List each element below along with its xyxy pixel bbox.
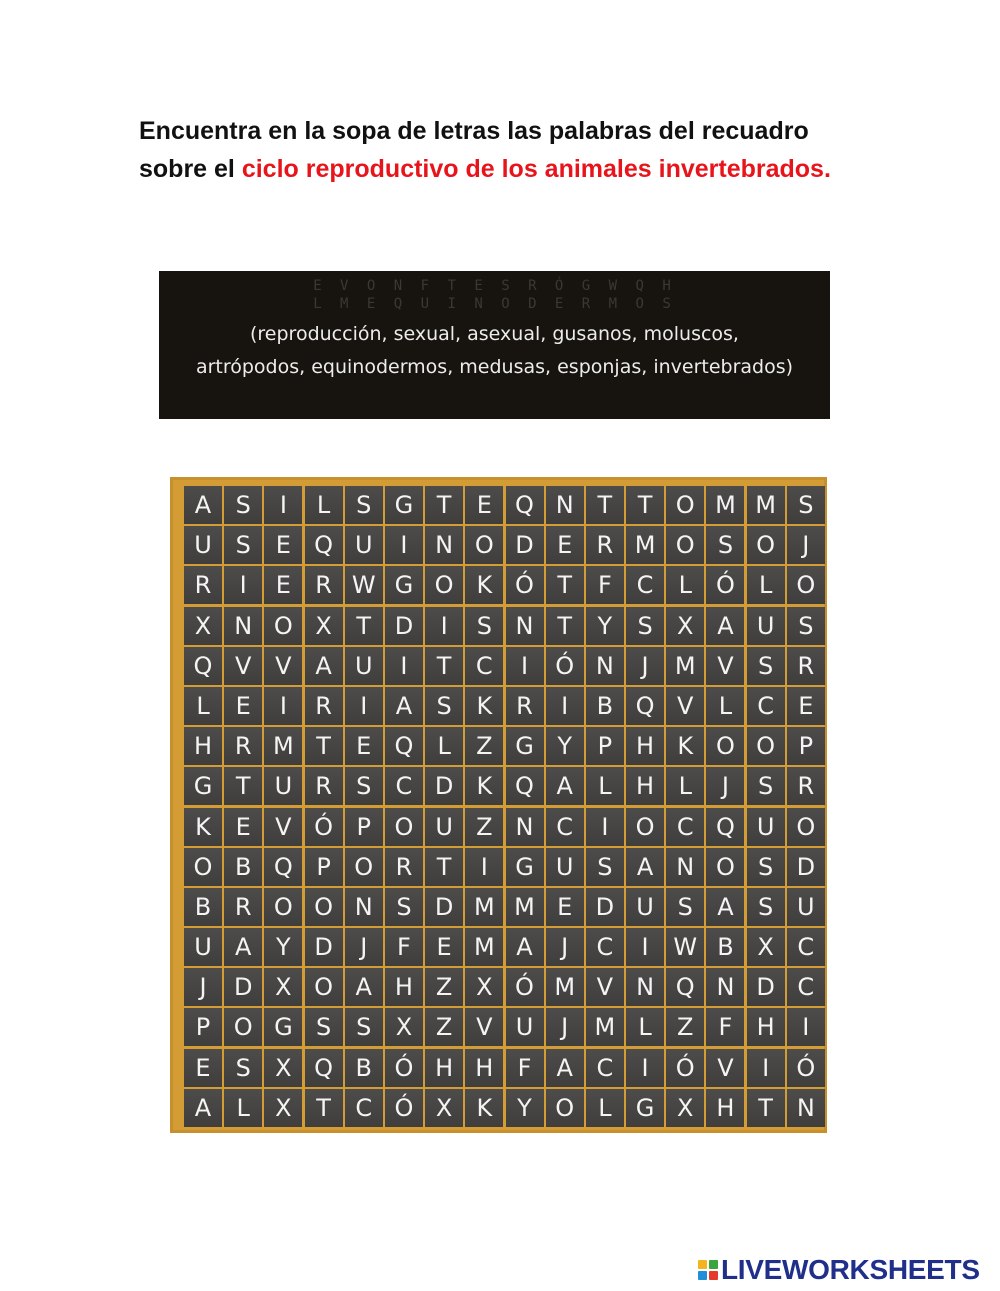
- grid-cell[interactable]: T: [586, 486, 624, 524]
- grid-cell[interactable]: R: [305, 566, 343, 604]
- grid-cell[interactable]: L: [747, 566, 785, 604]
- grid-cell[interactable]: C: [626, 566, 664, 604]
- grid-cell[interactable]: X: [465, 968, 503, 1006]
- grid-cell[interactable]: L: [666, 767, 704, 805]
- grid-cell[interactable]: L: [425, 727, 463, 765]
- grid-cell[interactable]: C: [345, 1089, 383, 1127]
- grid-cell[interactable]: F: [506, 1049, 544, 1087]
- grid-cell[interactable]: X: [385, 1008, 423, 1046]
- grid-cell[interactable]: M: [626, 526, 664, 564]
- grid-cell[interactable]: O: [546, 1089, 584, 1127]
- grid-cell[interactable]: M: [465, 928, 503, 966]
- grid-cell[interactable]: O: [305, 888, 343, 926]
- grid-cell[interactable]: X: [264, 1049, 302, 1087]
- grid-cell[interactable]: Q: [626, 687, 664, 725]
- grid-cell[interactable]: I: [626, 928, 664, 966]
- grid-cell[interactable]: S: [666, 888, 704, 926]
- grid-cell[interactable]: D: [425, 767, 463, 805]
- grid-cell[interactable]: A: [506, 928, 544, 966]
- grid-cell[interactable]: K: [465, 767, 503, 805]
- grid-cell[interactable]: C: [465, 647, 503, 685]
- grid-cell[interactable]: T: [425, 486, 463, 524]
- grid-cell[interactable]: H: [706, 1089, 744, 1127]
- grid-cell[interactable]: W: [345, 566, 383, 604]
- grid-cell[interactable]: M: [666, 647, 704, 685]
- grid-cell[interactable]: A: [345, 968, 383, 1006]
- grid-cell[interactable]: N: [787, 1089, 825, 1127]
- grid-cell[interactable]: U: [264, 767, 302, 805]
- grid-cell[interactable]: O: [385, 808, 423, 846]
- grid-cell[interactable]: Q: [706, 808, 744, 846]
- grid-cell[interactable]: Ó: [385, 1089, 423, 1127]
- grid-cell[interactable]: V: [706, 1049, 744, 1087]
- grid-cell[interactable]: T: [425, 647, 463, 685]
- grid-cell[interactable]: I: [465, 848, 503, 886]
- faded-row: L M E Q U I N O D E R M O S: [313, 296, 676, 312]
- grid-cell[interactable]: V: [264, 647, 302, 685]
- grid-cell[interactable]: K: [465, 687, 503, 725]
- grid-cell[interactable]: S: [345, 1008, 383, 1046]
- grid-cell[interactable]: C: [666, 808, 704, 846]
- grid-cell[interactable]: S: [224, 526, 262, 564]
- grid-cell[interactable]: S: [626, 607, 664, 645]
- grid-cell[interactable]: J: [546, 1008, 584, 1046]
- grid-cell[interactable]: I: [264, 486, 302, 524]
- grid-cell[interactable]: E: [546, 888, 584, 926]
- grid-cell[interactable]: K: [465, 1089, 503, 1127]
- grid-cell[interactable]: O: [706, 848, 744, 886]
- grid-cell[interactable]: R: [224, 727, 262, 765]
- grid-cell[interactable]: G: [184, 767, 222, 805]
- grid-cell[interactable]: L: [706, 687, 744, 725]
- instructions-highlight: ciclo reproductivo de los animales invertebrados.: [241, 155, 831, 183]
- grid-cell[interactable]: O: [224, 1008, 262, 1046]
- grid-cell[interactable]: Y: [586, 607, 624, 645]
- grid-cell[interactable]: H: [385, 968, 423, 1006]
- grid-cell[interactable]: Ó: [305, 808, 343, 846]
- grid-cell[interactable]: C: [586, 1049, 624, 1087]
- grid-cell[interactable]: U: [345, 647, 383, 685]
- grid-cell[interactable]: N: [546, 486, 584, 524]
- grid-cell[interactable]: I: [264, 687, 302, 725]
- grid-cell[interactable]: Ó: [385, 1049, 423, 1087]
- grid-cell[interactable]: A: [305, 647, 343, 685]
- grid-cell[interactable]: J: [626, 647, 664, 685]
- grid-cell[interactable]: G: [626, 1089, 664, 1127]
- grid-cell[interactable]: J: [546, 928, 584, 966]
- grid-cell[interactable]: R: [506, 687, 544, 725]
- grid-cell[interactable]: F: [586, 566, 624, 604]
- grid-cell[interactable]: C: [586, 928, 624, 966]
- grid-cell[interactable]: E: [425, 928, 463, 966]
- grid-cell[interactable]: G: [264, 1008, 302, 1046]
- grid-cell[interactable]: S: [425, 687, 463, 725]
- grid-cell[interactable]: R: [385, 848, 423, 886]
- grid-cell[interactable]: Y: [506, 1089, 544, 1127]
- grid-cell[interactable]: Ó: [666, 1049, 704, 1087]
- grid-cell[interactable]: O: [787, 808, 825, 846]
- grid-cell[interactable]: J: [706, 767, 744, 805]
- grid-cell[interactable]: U: [747, 808, 785, 846]
- word-search-grid[interactable]: [170, 477, 827, 1133]
- grid-cell[interactable]: O: [706, 727, 744, 765]
- grid-cell[interactable]: D: [787, 848, 825, 886]
- grid-cell[interactable]: L: [586, 767, 624, 805]
- grid-cell[interactable]: M: [706, 486, 744, 524]
- grid-cell[interactable]: I: [345, 687, 383, 725]
- grid-cell[interactable]: R: [305, 767, 343, 805]
- grid-cell[interactable]: C: [385, 767, 423, 805]
- grid-cell[interactable]: S: [787, 607, 825, 645]
- word-list-box: [159, 271, 830, 419]
- grid-cell[interactable]: X: [264, 968, 302, 1006]
- logo-mark-icon: [698, 1260, 718, 1280]
- grid-cell[interactable]: D: [385, 607, 423, 645]
- grid-cell[interactable]: C: [747, 687, 785, 725]
- logo-square: [709, 1260, 718, 1269]
- grid-cell[interactable]: S: [385, 888, 423, 926]
- grid-cell[interactable]: L: [586, 1089, 624, 1127]
- grid-cell[interactable]: H: [184, 727, 222, 765]
- grid-cell[interactable]: S: [305, 1008, 343, 1046]
- grid-cell[interactable]: E: [264, 566, 302, 604]
- grid-cell[interactable]: P: [305, 848, 343, 886]
- grid-cell[interactable]: J: [345, 928, 383, 966]
- grid-cell[interactable]: S: [345, 767, 383, 805]
- grid-cell[interactable]: K: [666, 727, 704, 765]
- grid-cell[interactable]: S: [706, 526, 744, 564]
- grid-cell[interactable]: Q: [506, 767, 544, 805]
- grid-cell[interactable]: E: [264, 526, 302, 564]
- grid-cell[interactable]: X: [666, 607, 704, 645]
- logo-text: LIVEWORKSHEETS: [721, 1254, 980, 1285]
- word-list-line: artrópodos, equinodermos, medusas, esponjas, invertebrados): [195, 356, 794, 378]
- grid-cell[interactable]: A: [706, 888, 744, 926]
- grid-cell[interactable]: Q: [506, 486, 544, 524]
- grid-cell[interactable]: A: [385, 687, 423, 725]
- grid-cell[interactable]: E: [345, 727, 383, 765]
- grid-cell[interactable]: X: [747, 928, 785, 966]
- grid-cell[interactable]: N: [224, 607, 262, 645]
- grid-cell[interactable]: P: [586, 727, 624, 765]
- grid-cell[interactable]: P: [184, 1008, 222, 1046]
- grid-cell[interactable]: Q: [184, 647, 222, 685]
- grid-cell[interactable]: O: [305, 968, 343, 1006]
- grid-cell[interactable]: M: [747, 486, 785, 524]
- grid-cell[interactable]: Q: [264, 848, 302, 886]
- grid-cell[interactable]: S: [224, 1049, 262, 1087]
- grid-cell[interactable]: S: [747, 647, 785, 685]
- grid-cell[interactable]: O: [264, 607, 302, 645]
- grid-cell[interactable]: G: [506, 727, 544, 765]
- grid-cell[interactable]: T: [345, 607, 383, 645]
- logo-square: [709, 1271, 718, 1280]
- grid-cell[interactable]: A: [184, 486, 222, 524]
- grid-cell[interactable]: P: [787, 727, 825, 765]
- grid-cell[interactable]: R: [305, 687, 343, 725]
- grid-cell[interactable]: B: [586, 687, 624, 725]
- grid-cell[interactable]: O: [425, 566, 463, 604]
- grid-cell[interactable]: G: [506, 848, 544, 886]
- grid-cell[interactable]: C: [546, 808, 584, 846]
- grid-cell[interactable]: I: [385, 526, 423, 564]
- grid-cell[interactable]: V: [264, 808, 302, 846]
- grid-cell[interactable]: Ó: [546, 647, 584, 685]
- grid-cell[interactable]: L: [626, 1008, 664, 1046]
- grid-cell[interactable]: F: [706, 1008, 744, 1046]
- grid-cell[interactable]: Q: [666, 968, 704, 1006]
- grid-cell[interactable]: X: [425, 1089, 463, 1127]
- grid-cell[interactable]: T: [305, 727, 343, 765]
- faded-letter-rows: [159, 277, 830, 313]
- grid-cell[interactable]: U: [184, 526, 222, 564]
- grid-cell[interactable]: S: [747, 888, 785, 926]
- grid-cell[interactable]: A: [706, 607, 744, 645]
- instructions-text: [139, 112, 839, 188]
- grid-cell[interactable]: Z: [465, 727, 503, 765]
- grid-cell[interactable]: H: [626, 767, 664, 805]
- logo-square: [698, 1271, 707, 1280]
- grid-cell[interactable]: U: [546, 848, 584, 886]
- grid-cell[interactable]: N: [345, 888, 383, 926]
- grid-cell[interactable]: A: [546, 767, 584, 805]
- grid-cell[interactable]: N: [425, 526, 463, 564]
- grid-cell[interactable]: X: [264, 1089, 302, 1127]
- grid-cell[interactable]: I: [626, 1049, 664, 1087]
- grid-cell[interactable]: I: [586, 808, 624, 846]
- grid-cell[interactable]: E: [465, 486, 503, 524]
- grid-cell[interactable]: O: [465, 526, 503, 564]
- grid-cell[interactable]: S: [465, 607, 503, 645]
- grid-cell[interactable]: E: [546, 526, 584, 564]
- grid-cell[interactable]: Ó: [706, 566, 744, 604]
- grid-cell[interactable]: E: [224, 808, 262, 846]
- grid-cell[interactable]: C: [787, 968, 825, 1006]
- grid-cell[interactable]: T: [626, 486, 664, 524]
- grid-cell[interactable]: F: [385, 928, 423, 966]
- grid-cell[interactable]: H: [465, 1049, 503, 1087]
- grid-cell[interactable]: V: [666, 687, 704, 725]
- grid-cell[interactable]: Z: [425, 968, 463, 1006]
- grid-cell[interactable]: N: [586, 647, 624, 685]
- grid-cell[interactable]: M: [546, 968, 584, 1006]
- grid-cell[interactable]: E: [224, 687, 262, 725]
- faded-row: E V O N F T E S R Ó G W Q H: [313, 278, 676, 294]
- word-list: [159, 318, 830, 384]
- grid-cell[interactable]: G: [385, 566, 423, 604]
- grid-cell[interactable]: O: [666, 486, 704, 524]
- grid-cell[interactable]: X: [305, 607, 343, 645]
- grid-cell[interactable]: O: [264, 888, 302, 926]
- grid-cell[interactable]: O: [184, 848, 222, 886]
- grid-cell[interactable]: N: [506, 607, 544, 645]
- grid-cell[interactable]: V: [224, 647, 262, 685]
- grid-cell[interactable]: I: [425, 607, 463, 645]
- grid-cell[interactable]: U: [345, 526, 383, 564]
- grid-cell[interactable]: I: [506, 647, 544, 685]
- grid-cell[interactable]: H: [425, 1049, 463, 1087]
- grid-cell[interactable]: A: [184, 1089, 222, 1127]
- grid-cell[interactable]: J: [184, 968, 222, 1006]
- grid-cell[interactable]: U: [184, 928, 222, 966]
- grid-cell[interactable]: L: [305, 486, 343, 524]
- grid-cell[interactable]: X: [184, 607, 222, 645]
- grid-cell[interactable]: Q: [305, 526, 343, 564]
- grid-cell[interactable]: S: [747, 767, 785, 805]
- grid-cell[interactable]: K: [184, 808, 222, 846]
- grid-cell[interactable]: O: [747, 526, 785, 564]
- grid-cell[interactable]: G: [385, 486, 423, 524]
- grid-cell[interactable]: U: [506, 1008, 544, 1046]
- grid-cell[interactable]: E: [787, 687, 825, 725]
- grid-cell[interactable]: I: [546, 687, 584, 725]
- grid-cell[interactable]: C: [787, 928, 825, 966]
- grid-cell[interactable]: D: [586, 888, 624, 926]
- grid-cell[interactable]: M: [586, 1008, 624, 1046]
- grid-cell[interactable]: I: [224, 566, 262, 604]
- grid-cell[interactable]: L: [666, 566, 704, 604]
- grid-cell[interactable]: V: [465, 1008, 503, 1046]
- grid-cell[interactable]: V: [706, 647, 744, 685]
- grid-cell[interactable]: O: [345, 848, 383, 886]
- grid-cell[interactable]: D: [506, 526, 544, 564]
- grid-cell[interactable]: Z: [666, 1008, 704, 1046]
- grid-cell[interactable]: B: [184, 888, 222, 926]
- grid-cell[interactable]: U: [425, 808, 463, 846]
- grid-cell[interactable]: L: [224, 1089, 262, 1127]
- grid-cell[interactable]: D: [425, 888, 463, 926]
- grid-cell[interactable]: Q: [305, 1049, 343, 1087]
- grid-cell[interactable]: U: [626, 888, 664, 926]
- grid-cell[interactable]: I: [747, 1049, 785, 1087]
- grid-cell[interactable]: A: [626, 848, 664, 886]
- grid-cell[interactable]: O: [787, 566, 825, 604]
- grid-cell[interactable]: I: [385, 647, 423, 685]
- grid-cell[interactable]: O: [747, 727, 785, 765]
- grid-cell[interactable]: R: [224, 888, 262, 926]
- grid-cell[interactable]: T: [546, 607, 584, 645]
- grid-cell[interactable]: N: [706, 968, 744, 1006]
- grid-cell[interactable]: Q: [385, 727, 423, 765]
- grid-cell[interactable]: D: [224, 968, 262, 1006]
- grid-cell[interactable]: R: [586, 526, 624, 564]
- grid-cell[interactable]: T: [425, 848, 463, 886]
- liveworksheets-logo: [698, 1255, 980, 1285]
- grid-cell[interactable]: L: [184, 687, 222, 725]
- grid-cell[interactable]: M: [506, 888, 544, 926]
- grid-cell[interactable]: N: [626, 968, 664, 1006]
- grid-cell[interactable]: S: [586, 848, 624, 886]
- grid-cell[interactable]: W: [666, 928, 704, 966]
- grid-cell[interactable]: A: [546, 1049, 584, 1087]
- grid-cell[interactable]: B: [224, 848, 262, 886]
- grid-cell[interactable]: E: [184, 1049, 222, 1087]
- grid-cell[interactable]: S: [345, 486, 383, 524]
- grid-cell[interactable]: R: [184, 566, 222, 604]
- grid-cell[interactable]: T: [305, 1089, 343, 1127]
- grid-cell[interactable]: O: [666, 526, 704, 564]
- grid-cell[interactable]: R: [787, 647, 825, 685]
- grid-cell[interactable]: S: [787, 486, 825, 524]
- grid-cell[interactable]: Z: [425, 1008, 463, 1046]
- grid-cell[interactable]: N: [666, 848, 704, 886]
- grid-cell[interactable]: M: [264, 727, 302, 765]
- grid-cell[interactable]: H: [747, 1008, 785, 1046]
- grid-cell[interactable]: T: [747, 1089, 785, 1127]
- grid-cell[interactable]: A: [224, 928, 262, 966]
- grid-cell[interactable]: X: [666, 1089, 704, 1127]
- grid-cell[interactable]: O: [626, 808, 664, 846]
- grid-cell[interactable]: S: [747, 848, 785, 886]
- grid-cell[interactable]: U: [747, 607, 785, 645]
- grid-cell[interactable]: Ó: [506, 566, 544, 604]
- grid-cell[interactable]: P: [345, 808, 383, 846]
- grid-cell[interactable]: M: [465, 888, 503, 926]
- grid-cell[interactable]: Ó: [787, 1049, 825, 1087]
- grid-cell[interactable]: Y: [546, 727, 584, 765]
- grid-cell[interactable]: T: [546, 566, 584, 604]
- grid-cell[interactable]: T: [224, 767, 262, 805]
- grid-cell[interactable]: R: [787, 767, 825, 805]
- grid-cell[interactable]: H: [626, 727, 664, 765]
- grid-cell[interactable]: N: [506, 808, 544, 846]
- grid-cell[interactable]: S: [224, 486, 262, 524]
- grid-cell[interactable]: K: [465, 566, 503, 604]
- grid-cell[interactable]: Ó: [506, 968, 544, 1006]
- grid-cell[interactable]: I: [787, 1008, 825, 1046]
- grid-cell[interactable]: D: [747, 968, 785, 1006]
- word-list-line: (reproducción, sexual, asexual, gusanos, moluscos,: [250, 323, 739, 345]
- grid-cell[interactable]: V: [586, 968, 624, 1006]
- grid-cell[interactable]: B: [345, 1049, 383, 1087]
- grid-cell[interactable]: Y: [264, 928, 302, 966]
- grid-cell[interactable]: B: [706, 928, 744, 966]
- grid-cell[interactable]: D: [305, 928, 343, 966]
- grid-cell[interactable]: Z: [465, 808, 503, 846]
- instructions-plain: Encuentra en la sopa de letras las palabras del recuadro sobre el: [139, 117, 809, 183]
- grid-cell[interactable]: U: [787, 888, 825, 926]
- logo-square: [698, 1260, 707, 1269]
- grid-cell[interactable]: J: [787, 526, 825, 564]
